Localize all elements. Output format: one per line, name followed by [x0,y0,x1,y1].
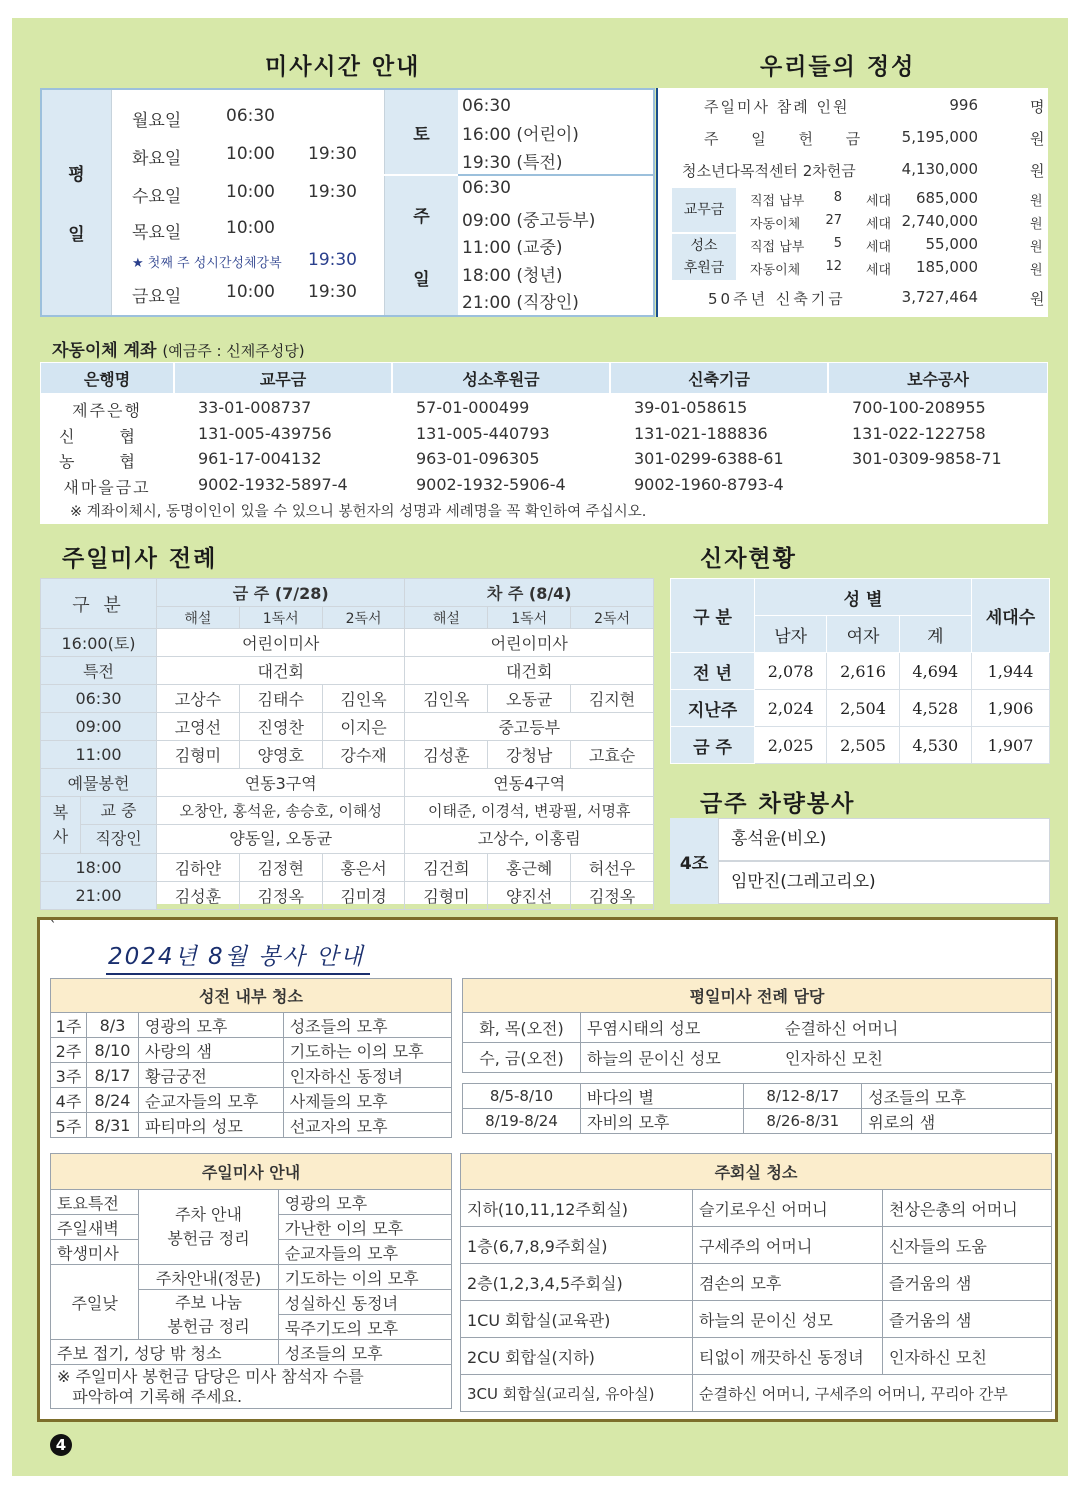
account-number: 963-01-096305 [416,449,540,468]
offering-label: 주일미사 참례 인원 [704,98,850,116]
bel-total: 계 [899,616,971,653]
lit-bok-group: 복 사 교 중 직장인 [41,797,157,854]
sg-cell: 영광의 모후 [278,1190,451,1215]
bank-name: 제주은행 [72,401,142,420]
weekday-label: 평 일 [42,90,112,315]
clean-cell: 8/17 [87,1063,139,1088]
room-cell: 구세주의 어머니 [693,1227,883,1264]
account-note: ※ 계좌이체시, 동명이인이 있을 수 있으니 봉헌자의 성명과 세례명을 꼭 확인하여 주십시오. [70,504,647,520]
lit-cell: 이태준, 이경석, 변광필, 서명휴 고상수, 이홍림 [405,797,654,854]
lit-subheader: 해설 [405,607,488,629]
offering-title: 우리들의 정성 [760,54,916,80]
saturday-time: 16:00 (어린이) [462,125,579,145]
amount-unit: 원 [1030,240,1043,255]
clean-cell: 성조들의 모후 [283,1013,451,1038]
weekday-time: 10:00 [226,218,275,238]
bel-row [671,690,1050,727]
room-row [461,1338,1052,1375]
bel-value: 1,944 [972,653,1050,690]
volunteer-title: 2024년 8월 봉사 안내 [106,938,370,975]
lit-cell: 양진선 [488,882,571,910]
lit-row-label: 16:00(토) [41,629,157,657]
amount-unit: 원 [1030,263,1043,278]
household-count: 8 [833,190,842,205]
offering-value: 996 [949,96,978,114]
household-unit: 세대 [866,194,892,209]
weekday-day: 화요일 [132,149,182,169]
household-unit: 세대 [866,217,892,232]
room-cell: 천상은총의 어머니 [883,1190,1052,1227]
lit-subheader: 1독서 [488,607,571,629]
room-row [461,1264,1052,1301]
sg-cell: 순교자들의 모후 [278,1240,451,1265]
bel-value: 2,505 [827,727,899,764]
clean-cell: 영광의 모후 [139,1013,284,1038]
group-name: 자비의 모후 [581,1109,744,1134]
amount-unit: 원 [1030,194,1043,209]
sg-cell: 학생미사 [51,1240,139,1265]
bank-name: 농 협 [59,452,155,471]
pay-type: 자동이체 [750,263,801,278]
believers-table [670,578,1050,762]
lit-cell: 김지현 [571,685,654,713]
lit-cell: 김형미 [157,741,240,769]
pay-type: 직접 납부 [750,240,805,255]
clean-row [51,1013,452,1038]
group-name: 바다의 별 [581,1084,744,1109]
room-cell: 즐거움의 샘 [883,1301,1052,1338]
mass-time-title: 미사시간 안내 [265,54,421,80]
clean-row [51,1038,452,1063]
sunday-guide-title: 주일미사 안내 [51,1154,452,1190]
lit-cell: 김하얀 [157,854,240,882]
account-number: 131-005-440793 [416,423,550,443]
lit-cell: 오창안, 홍석윤, 송승호, 이해성 양동일, 오동균 [157,797,405,854]
weekday-week-table [462,1083,1052,1134]
lit-row-label: 09:00 [41,713,157,741]
offering-unit: 명 [1030,98,1045,116]
bel-value: 1,906 [972,690,1050,727]
car-service-table [670,818,1050,904]
offering-value: 3,727,464 [901,288,978,306]
bank-name: 신 협 [59,426,155,446]
sg-cell: 기도하는 이의 모후 [278,1265,451,1290]
lit-cell: 김정옥 [571,882,654,910]
clean-cell: 3주 [51,1063,87,1088]
lit-subheader: 해설 [157,607,240,629]
account-number: 131-022-122758 [852,423,986,443]
friday-cell: 19:30 [308,282,357,302]
room-cell: 하늘의 문이신 성모 [693,1301,883,1338]
lit-row-label: 06:30 [41,685,157,713]
lit-cell: 김인옥 [405,685,488,713]
weekday-liturgy-row [463,1043,1052,1073]
week-range: 8/26-8/31 [744,1109,862,1134]
seongso-label: 성소 후원금 [672,234,736,280]
sunday-time: 21:00 (직장인) [462,293,579,313]
sg-cell: 묵주기도의 모후 [278,1315,451,1340]
account-header: 교무금 [174,362,392,394]
bel-value: 4,694 [899,653,971,690]
account-table [40,362,1048,524]
lit-subheader: 2독서 [322,607,405,629]
tick-mark: ` [50,920,57,935]
account-number: 131-021-188836 [634,423,768,443]
offering-value: 4,130,000 [901,160,978,178]
clean-row [51,1113,452,1138]
volunteer-box [37,917,1058,1422]
weekday-week-row [463,1109,1052,1134]
amount: 185,000 [915,258,978,276]
sg-note: ※ 주일미사 봉헌금 담당은 미사 참석자 수를 파악하여 기록해 주세요. [51,1365,452,1409]
lit-cell: 김정현 [239,854,322,882]
sg-cell: 토요특전 [51,1190,139,1215]
lit-cell: 강청남 [488,741,571,769]
sunday-guide-table [50,1153,452,1409]
bel-value: 2,024 [755,690,827,727]
sg-cell: 주일낮 [51,1265,139,1340]
pay-type: 자동이체 [750,217,801,232]
room-row [461,1375,1052,1412]
room-cell: 티없이 깨끗하신 동정녀 [693,1338,883,1375]
bel-row-label: 지난주 [671,690,755,727]
lit-cell: 김건희 [405,854,488,882]
room-cell: 2층(1,2,3,4,5주회실) [461,1264,693,1301]
household-count: 12 [825,259,842,274]
clean-cell: 8/3 [87,1013,139,1038]
lit-cell: 연동3구역 [157,769,405,797]
lit-gubun: 구 분 [41,579,157,629]
offering-panel [656,88,1048,317]
clean-cell: 인자하신 동정녀 [283,1063,451,1088]
believers-title: 신자현황 [700,546,797,572]
lit-cell: 중고등부 [405,713,654,741]
bel-female: 여자 [827,616,899,653]
account-number: 301-0309-9858-71 [852,449,1002,468]
liturgy-title: 주일미사 전례 [62,546,218,572]
account-header: 성소후원금 [392,362,610,394]
weekday-day: 수요일 [132,187,182,207]
bel-value: 2,078 [755,653,827,690]
weekday-time: 19:30 [308,182,357,202]
lit-this-week: 금 주 (7/28) [157,579,405,607]
offering-unit: 원 [1030,130,1045,148]
page-number: 4 [50,1434,72,1456]
lit-cell: 대건회 [405,657,654,685]
weekday-liturgy-groups [581,1043,1052,1073]
lit-cell: 강수재 [322,741,405,769]
group-name: 순결하신 어머니 [785,1019,899,1038]
clean-title: 성전 내부 청소 [51,979,452,1013]
sg-cell: 주보 나눔 봉헌금 정리 [139,1290,278,1340]
household-count: 27 [825,213,842,228]
account-title: 자동이체 계좌 (예금주 : 신제주성당) [52,341,305,361]
clean-cell: 8/31 [87,1113,139,1138]
group-name: 하늘의 문이신 성모 [587,1049,721,1068]
account-number: 301-0299-6388-61 [634,449,784,468]
saturday-time: 19:30 (특전) [462,153,563,173]
clean-cell: 기도하는 이의 모후 [283,1038,451,1063]
weekday-liturgy-table [462,978,1052,1073]
clean-cell: 파티마의 성모 [139,1113,284,1138]
clean-cell: 1주 [51,1013,87,1038]
clean-cell: 순교자들의 모후 [139,1088,284,1113]
clean-cell: 5주 [51,1113,87,1138]
account-number: 700-100-208955 [852,398,986,417]
lit-cell: 김성훈 [405,741,488,769]
sg-cell: 주차 안내 봉헌금 정리 [139,1190,278,1265]
bel-gender: 성 별 [755,579,972,616]
sunday-time: 09:00 (중고등부) [462,210,596,231]
room-cell: 1층(6,7,8,9주회실) [461,1227,693,1264]
sg-cell: 주보 접기, 성당 밖 청소 [51,1340,279,1365]
room-cell: 인자하신 모친 [883,1338,1052,1375]
car-service-title: 금주 차량봉사 [700,791,856,817]
lit-cell: 고효순 [571,741,654,769]
account-number: 57-01-000499 [416,398,530,417]
weekday-time: 10:00 [226,182,275,202]
account-number: 9002-1932-5906-4 [416,474,566,494]
saturday-time: 06:30 [462,96,511,116]
room-title: 주회실 청소 [461,1154,1052,1190]
sg-cell: 가난한 이의 모후 [278,1215,451,1240]
sunday-time: 18:00 (청년) [462,265,563,286]
clean-cell: 8/24 [87,1088,139,1113]
clean-cell: 황금궁전 [139,1063,284,1088]
lit-cell: 고영선 [157,713,240,741]
sunday-time: 06:30 [462,178,511,198]
sg-cell: 주차안내(정문) [139,1265,278,1290]
weekday-day: 월요일 [132,111,182,131]
room-clean-table [460,1153,1052,1412]
liturgy-table [40,578,654,904]
room-row [461,1190,1052,1227]
weekday-time: 06:30 [226,106,275,126]
sg-cell: 주일새벽 [51,1215,139,1240]
week-range: 8/19-8/24 [463,1109,581,1134]
lit-cell: 연동4구역 [405,769,654,797]
weekday-time: 10:00 [226,144,275,164]
lit-cell: 홍근혜 [488,854,571,882]
weekday-day: 목요일 [132,223,182,243]
weekday-time: 19:30 [308,144,357,164]
bel-row-label: 금 주 [671,727,755,764]
bel-row-label: 전 년 [671,653,755,690]
lit-subheader: 1독서 [239,607,322,629]
offering-label: 주 일 헌 금 [704,130,875,148]
lit-row-label: 특전 [41,657,157,685]
clean-table [50,978,452,1138]
weekday-liturgy-title: 평일미사 전례 담당 [463,979,1052,1013]
account-number: 131-005-439756 [198,423,332,443]
lit-cell: 대건회 [157,657,405,685]
account-header: 보수공사 [828,362,1048,394]
week-range: 8/5-8/10 [463,1084,581,1109]
offering-unit: 원 [1030,162,1045,180]
weekday-liturgy-row [463,1013,1052,1043]
offering-label: 50주년 신축기금 [708,290,846,308]
clean-row [51,1088,452,1113]
offering-label: 청소년다목적센터 2차헌금 [682,162,856,180]
car-group: 4조 [670,818,718,904]
lit-cell: 김형미 [405,882,488,910]
bel-value: 1,907 [972,727,1050,764]
clean-cell: 사랑의 샘 [139,1038,284,1063]
room-cell: 1CU 회합실(교육관) [461,1301,693,1338]
lit-cell: 이지은 [322,713,405,741]
room-cell: 신자들의 도움 [883,1227,1052,1264]
car-name: 홍석윤(비오) [718,818,1050,861]
weekday-liturgy-groups [581,1013,1052,1043]
bel-male: 남자 [755,616,827,653]
bel-value: 4,528 [899,690,971,727]
clean-cell: 선교자의 모후 [283,1113,451,1138]
bel-value: 2,504 [827,690,899,727]
bel-row [671,653,1050,690]
lit-row-label: 11:00 [41,741,157,769]
room-cell: 지하(10,11,12주회실) [461,1190,693,1227]
clean-cell: 4주 [51,1088,87,1113]
account-header: 은행명 [40,362,174,394]
account-header: 신축기금 [610,362,828,394]
bel-value: 4,530 [899,727,971,764]
lit-cell: 어린이미사 [405,629,654,657]
lit-cell: 오동균 [488,685,571,713]
amount: 55,000 [925,235,978,253]
clean-cell: 사제들의 모후 [283,1088,451,1113]
sg-cell: 성실하신 동정녀 [278,1290,451,1315]
pay-type: 직접 납부 [750,194,805,209]
lit-cell: 진영찬 [239,713,322,741]
bel-house: 세대수 [972,579,1050,653]
group-name: 성조들의 모후 [862,1084,1052,1109]
bank-name: 새마을금고 [63,477,151,497]
mass-time-table [40,88,655,317]
amount: 685,000 [915,189,978,207]
room-cell: 겸손의 모후 [693,1264,883,1301]
household-unit: 세대 [866,263,892,278]
lit-row-label: 예물봉헌 [41,769,157,797]
sg-cell: 성조들의 모후 [278,1340,451,1365]
room-cell: 순결하신 어머니, 구세주의 어머니, 꾸리아 간부 [693,1375,1052,1412]
weekday-week-row [463,1084,1052,1109]
sunday-time: 11:00 (교중) [462,238,563,258]
gyomu-label: 교무금 [672,188,736,232]
bel-value: 2,025 [755,727,827,764]
weekday-liturgy-day: 화, 목(오전) [463,1013,581,1043]
lit-row-label: 21:00 [41,882,157,910]
week-range: 8/12-8/17 [744,1084,862,1109]
group-name: 무염시태의 성모 [587,1019,701,1038]
lit-next-week: 차 주 (8/4) [405,579,654,607]
household-unit: 세대 [866,240,892,255]
lit-cell: 김인옥 [322,685,405,713]
lit-subheader: 2독서 [571,607,654,629]
lit-cell: 어린이미사 [157,629,405,657]
room-cell: 슬기로우신 어머니 [693,1190,883,1227]
holy-hour-note: ★ 첫째 주 성시간성체강복 [132,256,282,271]
group-name: 인자하신 모친 [785,1049,883,1068]
sunday-label: 주 일 [384,176,458,315]
lit-cell: 허선우 [571,854,654,882]
lit-cell: 김정옥 [239,882,322,910]
lit-cell: 김미경 [322,882,405,910]
holy-hour-time: 19:30 [308,250,357,270]
bel-value: 2,616 [827,653,899,690]
bel-gubun: 구 분 [671,579,755,653]
offering-unit: 원 [1030,290,1045,308]
divider [458,174,655,176]
group-name: 위로의 샘 [862,1109,1052,1134]
weekday-liturgy-day: 수, 금(오전) [463,1043,581,1073]
car-name: 임만진(그레고리오) [718,861,1050,904]
room-cell: 즐거움의 샘 [883,1264,1052,1301]
account-number: 39-01-058615 [634,398,748,417]
household-count: 5 [833,236,842,251]
friday-cell: 금요일 [132,287,182,307]
room-row [461,1227,1052,1264]
offering-value: 5,195,000 [901,128,978,146]
account-number: 9002-1960-8793-4 [634,474,784,494]
lit-cell: 홍은서 [322,854,405,882]
lit-cell: 김성훈 [157,882,240,910]
room-cell: 2CU 회합실(지하) [461,1338,693,1375]
clean-cell: 8/10 [87,1038,139,1063]
room-cell: 3CU 회합실(교리실, 유아실) [461,1375,693,1412]
friday-cell: 10:00 [226,282,275,302]
amount: 2,740,000 [901,212,978,230]
lit-cell: 고상수 [157,685,240,713]
account-number: 9002-1932-5897-4 [198,474,348,494]
amount-unit: 원 [1030,217,1043,232]
account-number: 961-17-004132 [198,449,322,468]
lit-row-label: 18:00 [41,854,157,882]
saturday-label: 토 [384,90,458,174]
account-number: 33-01-008737 [198,398,312,417]
clean-row [51,1063,452,1088]
lit-cell: 양영호 [239,741,322,769]
bel-row [671,727,1050,764]
room-row [461,1301,1052,1338]
clean-cell: 2주 [51,1038,87,1063]
lit-cell: 김태수 [239,685,322,713]
